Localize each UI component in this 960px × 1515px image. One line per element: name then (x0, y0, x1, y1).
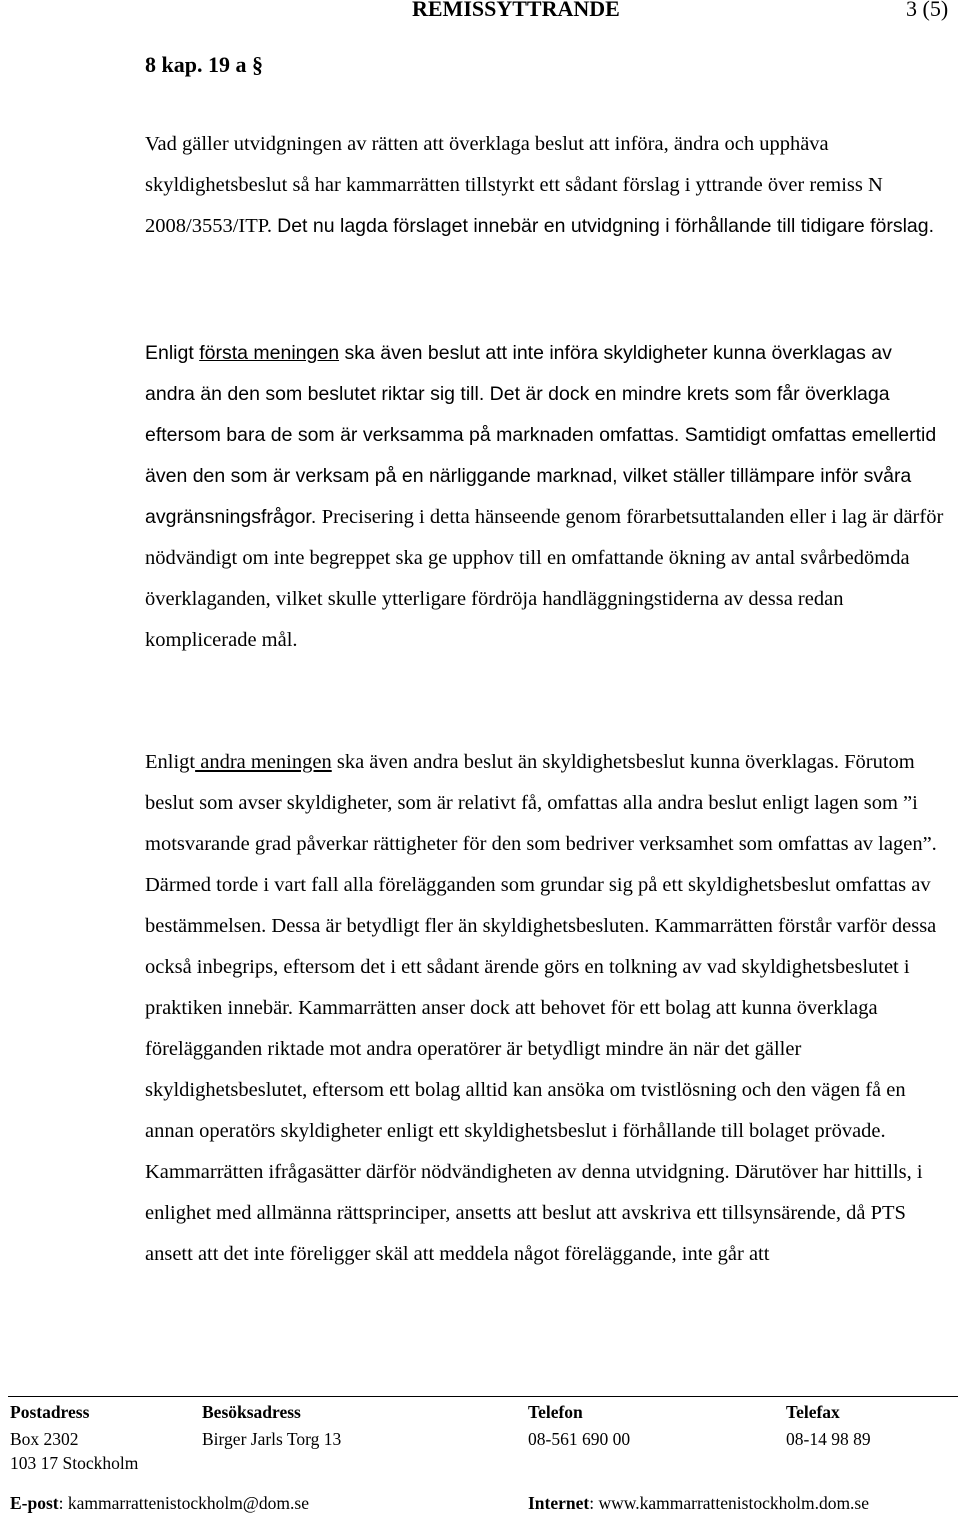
footer-label-postal: Postadress (10, 1402, 90, 1422)
footer-fax-number: 08-14 98 89 (786, 1429, 871, 1449)
footer-internet (528, 1493, 869, 1514)
paragraph-3-prefix: Enligt (145, 751, 196, 773)
page-number: 3 (5) (906, 0, 949, 21)
footer-visit-address: Birger Jarls Torg 13 (202, 1429, 342, 1449)
footer-email-label: E-post (10, 1493, 59, 1513)
footer-label-phone: Telefon (528, 1402, 583, 1422)
footer-email-value: : kammarrattenistockholm@dom.se (58, 1493, 309, 1513)
footer-phone-number: 08-561 690 00 (528, 1429, 631, 1449)
footer-postal-line-1: Box 2302 (10, 1429, 79, 1449)
paragraph-1-text-a: Vad gäller utvidgningen av rätten att överklaga beslut att införa, ändra och upphäva skyldighetsbeslut så har kammarrätten tillstyrkt ett sådant förslag i yttrande över remiss N 2008/3553/ITP. (145, 133, 883, 237)
paragraph-1-text-b: Det nu lagda förslaget innebär en utvidgning i förhållande till tidigare förslag. (277, 215, 935, 237)
footer-internet-label: Internet (528, 1493, 590, 1513)
paragraph-3 (145, 742, 945, 1275)
footer-email (10, 1493, 309, 1514)
paragraph-1 (145, 124, 945, 247)
paragraph-3-text-b: Förutom beslut som avser skyldigheter, som är relativt få, omfattas alla andra beslut enligt lagen som ”i motsvarande grad påverkar rättigheter för den som bedriver verksamhet som omfattas av lagen”. Därmed torde i vart fall alla förelägganden som grundar sig på ett skyldighetsbeslut omfattas av bestämmelsen. Dessa är betydligt fler än skyldighetsbesluten. Kammarrätten förstår varför dessa också inbegrips, eftersom det i ett sådant ärende görs en tolkning av vad skyldighetsbeslutet i praktiken innebär. Kammarrätten anser dock att behovet för ett bolag att kunna överklaga förelägganden riktade mot andra operatörer är betydligt mindre än när det gäller skyldighetsbeslutet, eftersom ett bolag alltid kan ansöka om tvistlösning och den vägen få en annan operatörs skyldigheter enligt ett skyldighetsbeslut i förhållande till bolaget prövade. Kammarrätten ifrågasätter därför nödvändigheten av denna utvidgning. Därutöver har hittills, i enlighet med allmänna rättsprinciper, ansetts att beslut att avskriva ett tillsynsärende, då PTS ansett att det inte föreligger skäl att meddela något föreläggande, inte går att (145, 751, 937, 1265)
paragraph-3-text-a: ska även andra beslut än skyldighetsbeslut kunna överklagas. (331, 751, 845, 773)
footer-internet-value: : www.kammarrattenistockholm.dom.se (589, 1493, 870, 1513)
paragraph-2-text-b: Precisering i detta hänseende genom förarbetsuttalanden eller i lag är därför nödvändigt om inte begreppet ska ge upphov till en omfattande ökning av antal svårbedömda överklaganden, vilket skulle ytterligare fördröja handläggningstiderna av dessa redan komplicerade mål. (145, 506, 944, 651)
paragraph-3-underlined: andra meningen (195, 751, 332, 773)
footer-postal-line-2: 103 17 Stockholm (10, 1453, 139, 1473)
paragraph-2-prefix: Enligt (145, 342, 200, 364)
paragraph-2-underlined: första meningen (199, 342, 340, 364)
footer-label-visit: Besöksadress (202, 1402, 301, 1422)
footer-divider (8, 1396, 958, 1397)
section-heading: 8 kap. 19 a § (145, 52, 263, 77)
paragraph-2 (145, 333, 945, 661)
document-type-title: REMISSYTTRANDE (412, 0, 620, 21)
footer-label-fax: Telefax (786, 1402, 840, 1422)
paragraph-2-text-a: ska även beslut att inte införa skyldigheter kunna överklagas av andra än den som beslutet riktar sig till. Det är dock en mindre krets som får överklaga eftersom bara de som är verksamma på marknaden omfattas. Samtidigt omfattas emellertid även den som är verksam på en närliggande marknad, vilket ställer tillämpare inför svåra avgränsningsfrågor. (145, 342, 937, 528)
